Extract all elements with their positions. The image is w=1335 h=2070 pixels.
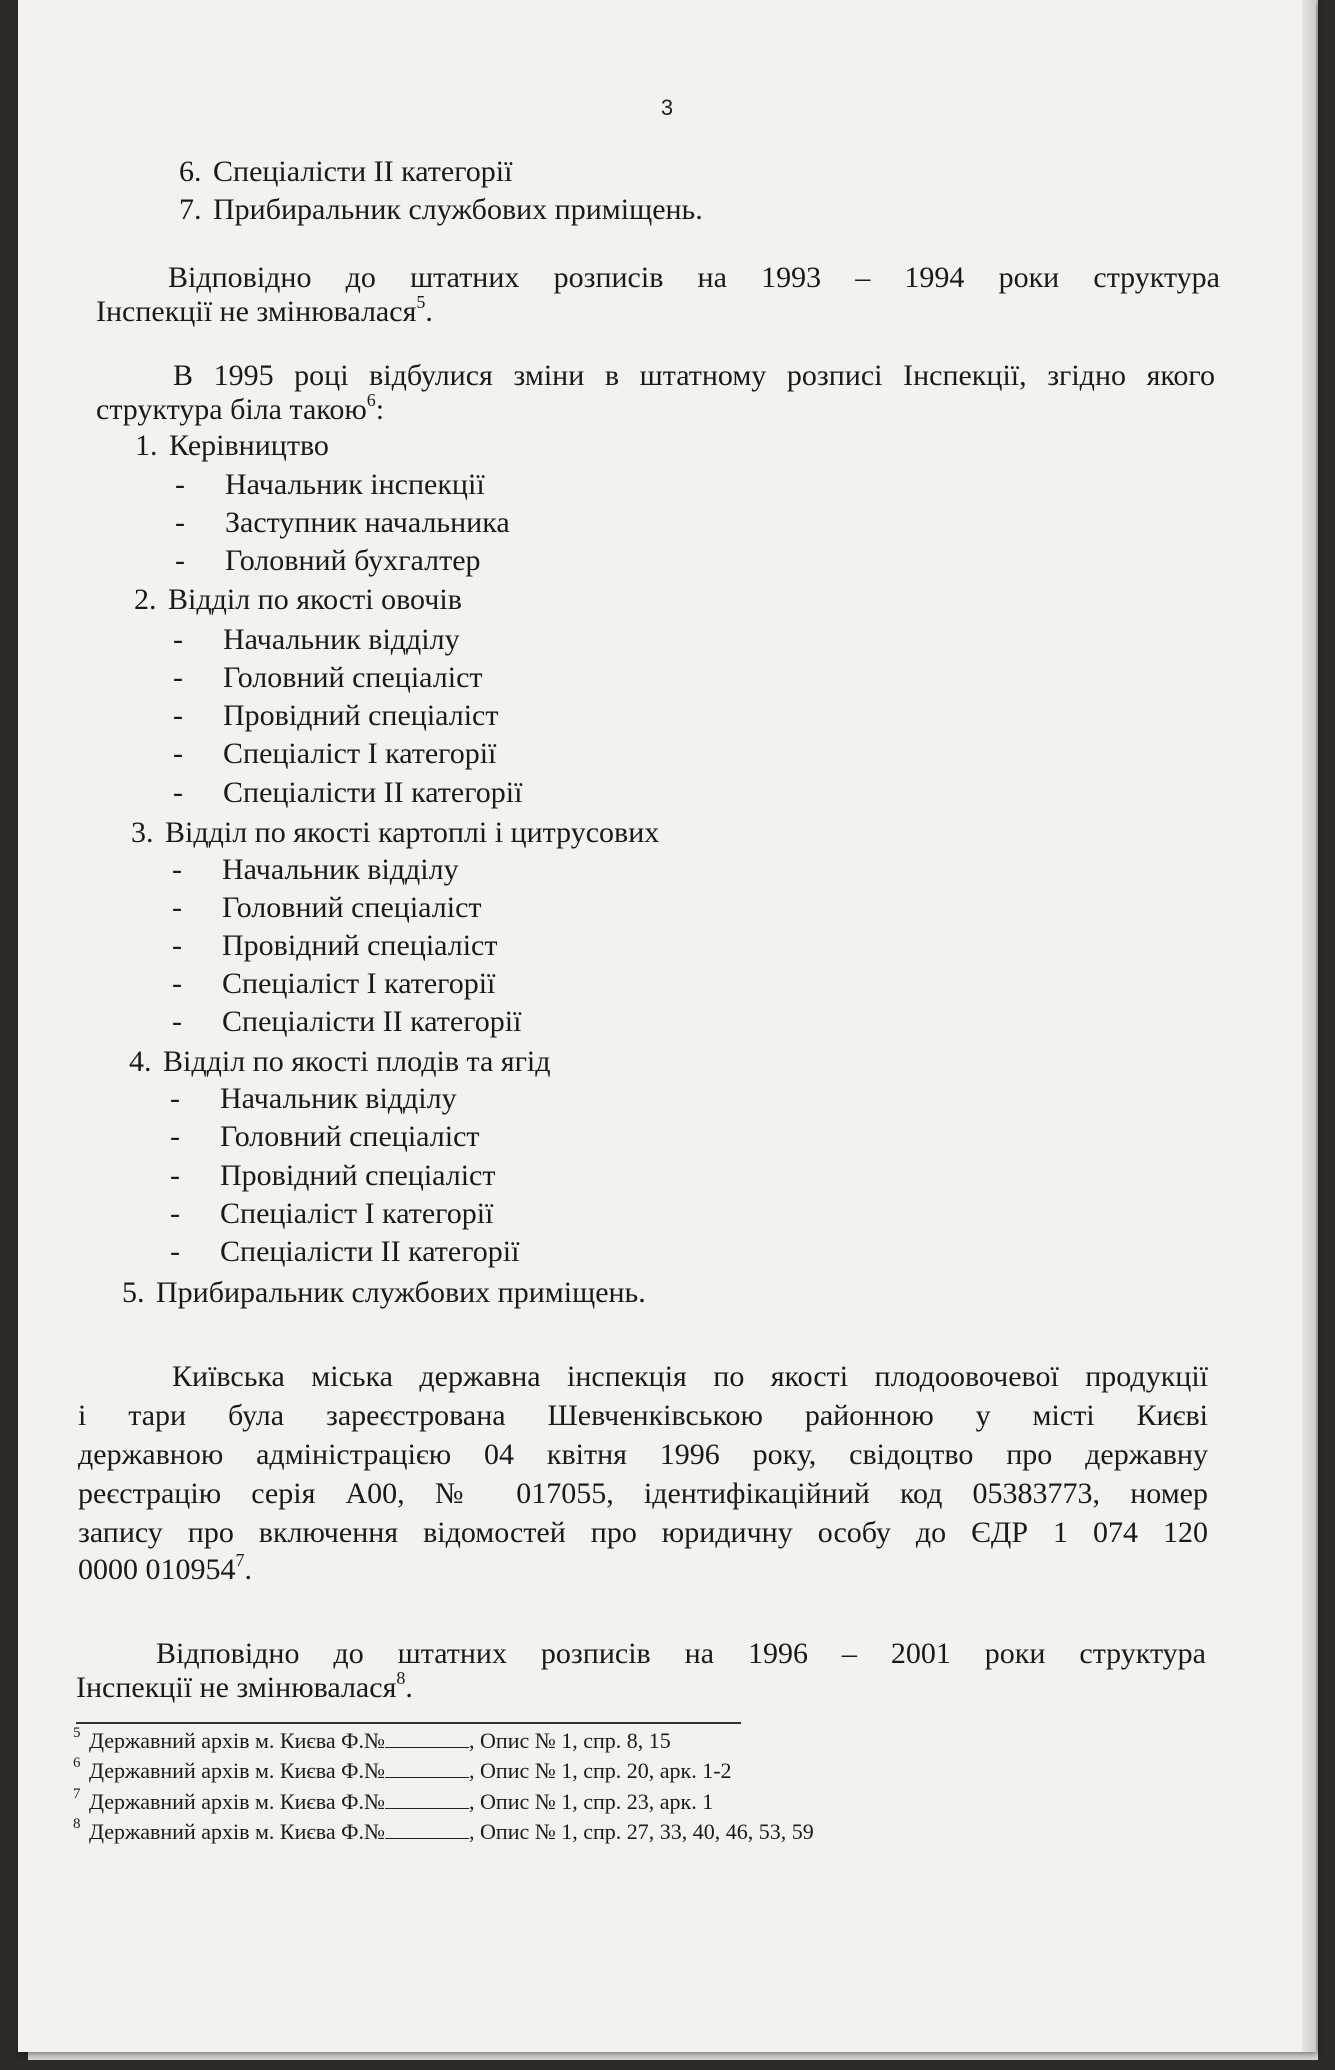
list-item: - Спеціаліст І категорії: [173, 737, 497, 770]
list-item: - Начальник відділу: [170, 1082, 457, 1115]
paragraph-line: Інспекції не змінювалася$^5$.: [96, 292, 433, 328]
list-item: - Провідний спеціаліст: [172, 929, 498, 962]
footnote-ref: 8: [396, 1668, 406, 1688]
list-item: - Головний спеціаліст: [172, 891, 482, 924]
list-item: - Головний спеціаліст: [173, 661, 483, 694]
section-heading: 1. Керівництво: [135, 429, 329, 462]
footnote-separator: [76, 1722, 741, 1724]
list-item: 6. Спеціалісти ІІ категорії: [179, 155, 513, 188]
paragraph-line: і тари була зареєстрована Шевченківською районною у місті Києві: [78, 1399, 1208, 1432]
list-item: - Начальник інспекції: [175, 468, 485, 501]
list-item: - Головний спеціаліст: [170, 1120, 480, 1153]
paragraph-line: Інспекції не змінювалася$^8$.: [76, 1668, 413, 1704]
list-item: - Начальник відділу: [172, 853, 459, 886]
paragraph-line: запису про включення відомостей про юридичну особу до ЄДР 1 074 120: [78, 1516, 1208, 1549]
page-number: 3: [660, 95, 674, 120]
footnote: 7 Державний архів м. Києва Ф.№ , Опис № 1, спр. 23, арк. 1: [73, 1786, 714, 1814]
blank-line: [385, 1820, 469, 1839]
list-item: - Спеціаліст І категорії: [170, 1197, 494, 1230]
paragraph-line: Відповідно до штатних розписів на 1993 – 1994 роки структура: [168, 261, 1220, 294]
footnote-ref: 6: [366, 390, 376, 410]
paragraph-line: структура біла такою$^6$:: [96, 390, 385, 426]
document-page: [18, 0, 1316, 2052]
blank-line: [385, 1790, 469, 1809]
section-heading: 4. Відділ по якості плодів та ягід: [129, 1045, 551, 1078]
page-edge: [1302, 0, 1316, 2052]
paragraph-line: державною адміністрацією 04 квітня 1996 року, свідоцтво про державну: [78, 1438, 1208, 1471]
blank-line: [385, 1759, 469, 1778]
list-item: - Провідний спеціаліст: [173, 699, 499, 732]
footnote: 5 Державний архів м. Києва Ф.№ , Опис № 1, спр. 8, 15: [73, 1725, 671, 1753]
paragraph-line: 0000 010954$^7$.: [78, 1550, 252, 1586]
footnote: 6 Державний архів м. Києва Ф.№ , Опис № 1, спр. 20, арк. 1-2: [73, 1755, 732, 1783]
section-heading: 2. Відділ по якості овочів: [134, 583, 462, 616]
footnote-ref: 5: [416, 292, 426, 312]
section-heading: 5. Прибиральник службових приміщень.: [122, 1276, 646, 1309]
paragraph-line: реєстрацію серія А00, № 017055, ідентифікаційний код 05383773, номер: [78, 1477, 1208, 1510]
list-item: - Спеціалісти ІІ категорії: [172, 1005, 522, 1038]
list-item: - Спеціалісти ІІ категорії: [173, 776, 523, 809]
paragraph-line: В 1995 році відбулися зміни в штатному розписі Інспекції, згідно якого: [173, 359, 1215, 392]
list-item: - Провідний спеціаліст: [170, 1159, 496, 1192]
list-item: - Спеціалісти ІІ категорії: [170, 1235, 520, 1268]
paragraph-line: Київська міська державна інспекція по якості плодоовочевої продукції: [172, 1360, 1208, 1393]
footnote: 8 Державний архів м. Києва Ф.№ , Опис № 1, спр. 27, 33, 40, 46, 53, 59: [73, 1816, 814, 1844]
list-item: - Начальник відділу: [173, 623, 460, 656]
list-item: - Головний бухгалтер: [175, 544, 481, 577]
list-item: 7. Прибиральник службових приміщень.: [179, 193, 703, 226]
section-heading: 3. Відділ по якості картоплі і цитрусових: [131, 816, 660, 849]
paragraph-line: Відповідно до штатних розписів на 1996 – 2001 роки структура: [156, 1637, 1206, 1670]
blank-line: [385, 1729, 469, 1748]
footnote-ref: 7: [235, 1550, 245, 1570]
list-item: - Спеціаліст І категорії: [172, 967, 496, 1000]
list-item: - Заступник начальника: [175, 506, 510, 539]
